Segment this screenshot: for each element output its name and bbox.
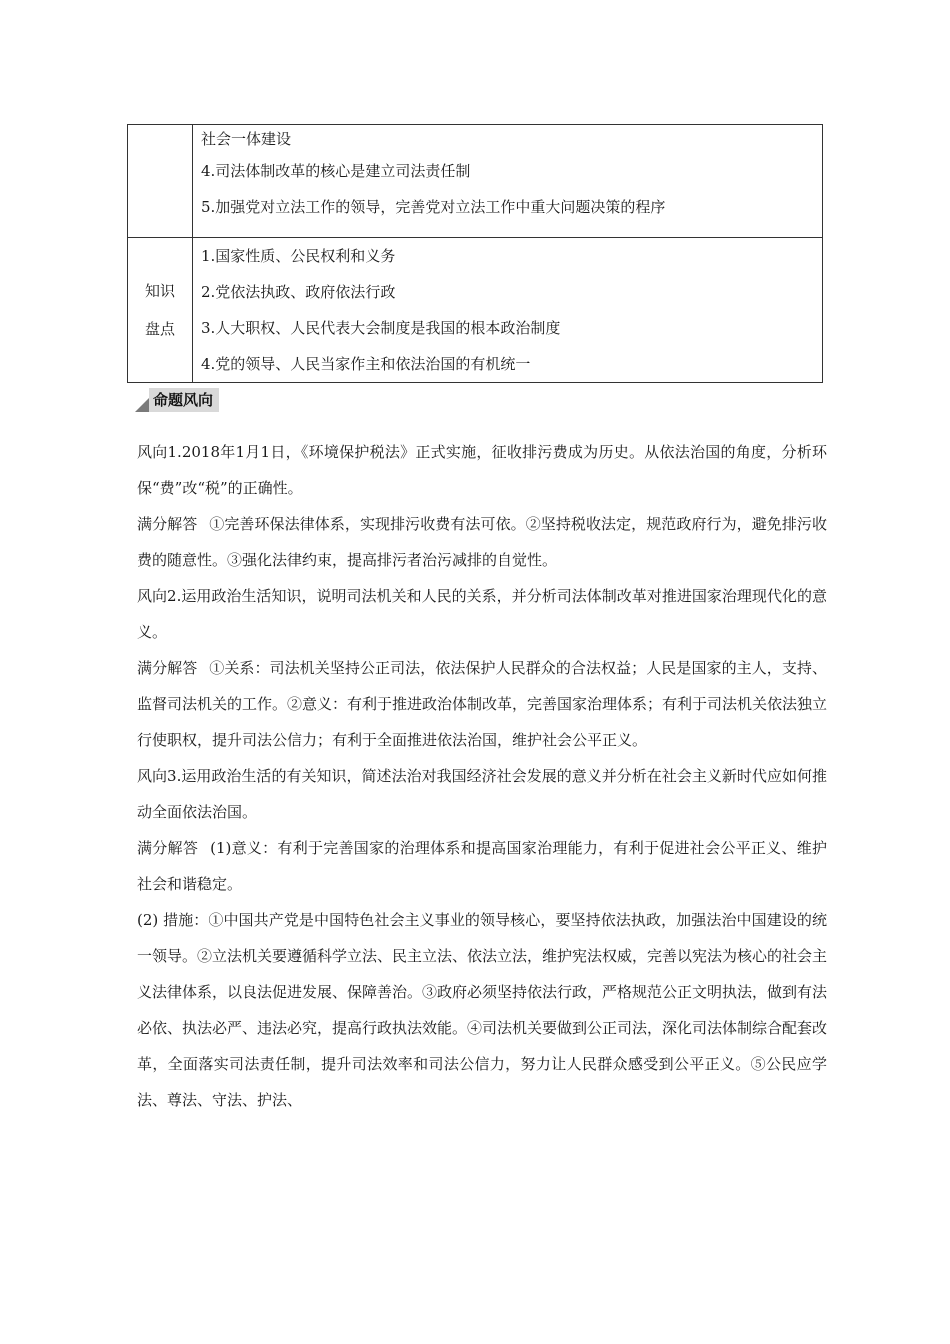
table-right-cell — [193, 125, 822, 237]
table-cell-line: 5.加强党对立法工作的领导，完善党对立法工作中重大问题决策的程序 — [201, 198, 666, 216]
answer-label: 满分解答 — [137, 659, 198, 677]
table-left-label-top: 知识 — [144, 282, 175, 300]
table-right-cell — [193, 238, 822, 382]
summary-table — [127, 124, 823, 383]
table-cell-line: 3.人大职权、人民代表大会制度是我国的根本政治制度 — [201, 319, 561, 337]
question-2: 风向2.运用政治生活知识，说明司法机关和人民的关系，并分析司法体制改革对推进国家治理现代化的意义。 — [137, 587, 827, 641]
answer-label: 满分解答 — [137, 839, 199, 857]
answer-2 — [137, 650, 827, 758]
table-cell-line: 社会一体建设 — [201, 130, 292, 148]
table-row — [128, 237, 822, 382]
answer-3-measures: (2) 措施：①中国共产党是中国特色社会主义事业的领导核心，要坚持依法执政，加强法治中国建设的统一领导。②立法机关要遵循科学立法、民主立法、依法立法，维护宪法权威，完善以宪法为核心的社会主义法律体系，以良法促进发展、保障善治。③政府必须坚持依法行政，严格规范公正文明执法，做到有法必依、执法必严、违法必究，提高行政执法效能。④司法机关要做到公正司法，深化司法体制综合配套改革，全面落实司法责任制，提升司法效率和司法公信力，努力让人民群众感受到公平正义。⑤公民应学法、尊法、守法、护法、 — [137, 911, 828, 1109]
table-left-cell — [128, 125, 193, 237]
section-title: 命题风向 — [149, 388, 219, 412]
answer-text: (1)意义：有利于完善国家的治理体系和提高国家治理能力，有利于促进社会公平正义、维护社会和谐稳定。 — [137, 839, 827, 893]
table-cell-line: 4.党的领导、人民当家作主和依法治国的有机统一 — [201, 355, 531, 373]
table-cell-line: 4.司法体制改革的核心是建立司法责任制 — [201, 162, 471, 180]
table-row — [128, 125, 822, 237]
answer-text: ①关系：司法机关坚持公正司法，依法保护人民群众的合法权益；人民是国家的主人，支持、监督司法机关的工作。②意义：有利于推进政治体制改革，完善国家治理体系；有利于司法机关依法独立行使职权，提升司法公信力；有利于全面推进依法治国，维护社会公平正义。 — [137, 659, 828, 749]
main-content — [137, 434, 827, 1118]
table-left-cell — [128, 238, 193, 382]
triangle-marker-icon — [135, 398, 149, 412]
answer-3 — [137, 830, 827, 902]
section-header — [135, 388, 219, 412]
table-cell-line: 2.党依法执政、政府依法行政 — [201, 283, 396, 301]
answer-1 — [137, 506, 827, 578]
answer-label: 满分解答 — [137, 515, 198, 533]
table-left-label-bottom: 盘点 — [144, 320, 175, 338]
question-1: 风向1.2018年1月1日，《环境保护税法》正式实施，征收排污费成为历史。从依法治国的角度，分析环保“费”改“税”的正确性。 — [137, 443, 827, 497]
answer-text: ①完善环保法律体系，实现排污收费有法可依。②坚持税收法定，规范政府行为，避免排污收费的随意性。③强化法律约束，提高排污者治污减排的自觉性。 — [137, 515, 827, 569]
question-3: 风向3.运用政治生活的有关知识，简述法治对我国经济社会发展的意义并分析在社会主义新时代应如何推动全面依法治国。 — [137, 767, 827, 821]
table-cell-line: 1.国家性质、公民权利和义务 — [201, 247, 396, 265]
